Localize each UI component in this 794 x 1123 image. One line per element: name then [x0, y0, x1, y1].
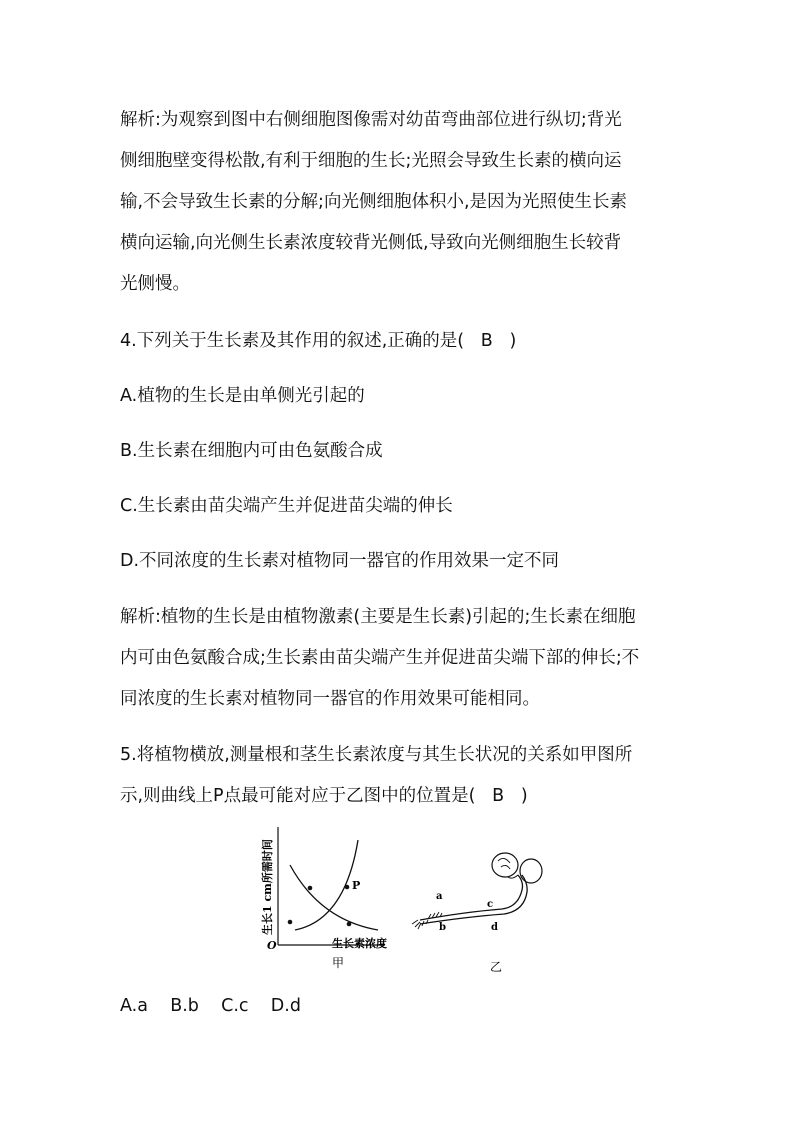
q3-analysis-line-5: 光侧慢。 [120, 274, 190, 294]
q4-analysis-line-2: 内可由色氨酸合成;生长素由苗尖端产生并促进苗尖端下部的伸长;不 [120, 648, 640, 668]
q4-analysis-line-3: 同浓度的生长素对植物同一器官的作用效果可能相同。 [120, 689, 540, 709]
graph-p-label: P [352, 879, 361, 892]
graph-curve-decreasing [290, 865, 378, 930]
plant-label-d: d [491, 922, 498, 933]
q3-analysis-line-1: 解析:为观察到图中右侧细胞图像需对幼苗弯曲部位进行纵切;背光 [120, 110, 622, 130]
q5-stem-line-1: 5.将植物横放,测量根和茎生长素浓度与其生长状况的关系如甲图所 [120, 745, 633, 765]
graph-jia [260, 827, 387, 970]
q4-option-d: D.不同浓度的生长素对植物同一器官的作用效果一定不同 [120, 551, 560, 571]
graph-y-label: 生长1 cm所需时间 [261, 839, 274, 935]
plant-root-hairs [412, 920, 428, 929]
q3-analysis-line-4: 横向运输,向光侧生长素浓度较背光侧低,导致向光侧细胞生长较背 [120, 233, 622, 253]
graph-point [288, 920, 293, 925]
graph-caption: 甲 [332, 956, 345, 970]
plant-yi [412, 853, 542, 974]
graph-x-label: 生长素浓度 [332, 937, 387, 950]
q3-analysis-line-2: 侧细胞壁变得松散,有利于细胞的生长;光照会导致生长素的横向运 [120, 151, 622, 171]
q4-option-c: C.生长素由苗尖端产生并促进苗尖端的伸长 [120, 496, 453, 516]
plant-leaf-right [520, 859, 542, 883]
plant-caption: 乙 [490, 960, 503, 974]
graph-origin-label: O [267, 939, 277, 952]
plant-label-c: c [487, 899, 494, 910]
q3-analysis-line-3: 输,不会导致生长素的分解;向光侧细胞体积小,是因为光照使生长素 [120, 192, 628, 212]
graph-point [347, 922, 352, 927]
graph-curve-increasing [295, 840, 361, 930]
graph-point-p [345, 885, 350, 890]
q4-option-a: A.植物的生长是由单侧光引起的 [120, 386, 365, 406]
plant-label-a: a [436, 891, 443, 902]
plant-label-b: b [439, 922, 446, 933]
q5-stem-line-2: 示,则曲线上P点最可能对应于乙图中的位置是( B ) [120, 786, 528, 806]
q4-option-b: B.生长素在细胞内可由色氨酸合成 [120, 441, 383, 461]
q5-figure [250, 825, 550, 975]
q5-options: A.a B.b C.c D.d [120, 996, 301, 1016]
graph-point [308, 886, 313, 891]
q4-stem: 4.下列关于生长素及其作用的叙述,正确的是( B ) [120, 331, 517, 351]
plant-leaf-vein [498, 858, 510, 869]
q4-analysis-line-1: 解析:植物的生长是由植物激素(主要是生长素)引起的;生长素在细胞 [120, 607, 636, 627]
